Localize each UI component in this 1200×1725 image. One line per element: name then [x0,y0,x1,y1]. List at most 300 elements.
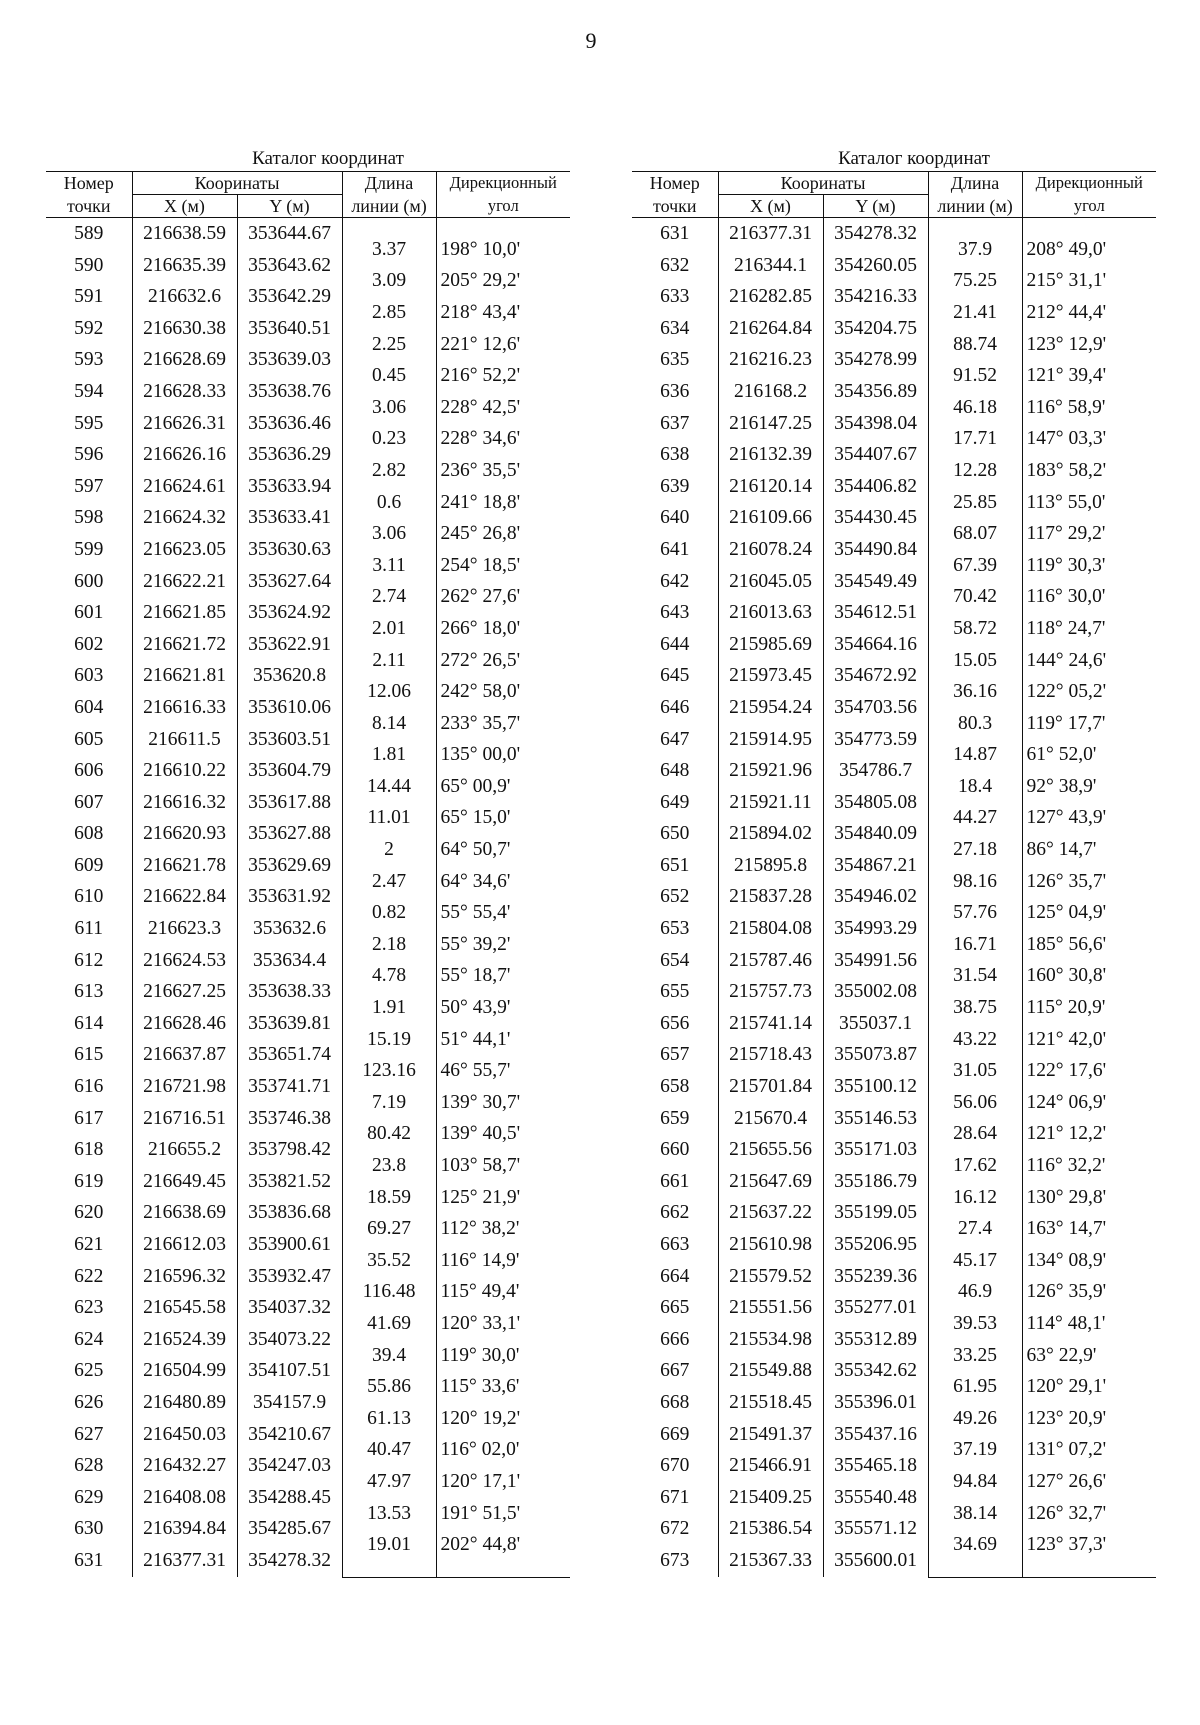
point-number-cell: 666 [632,1324,718,1356]
y-coordinate-cell: 354993.29 [823,913,928,945]
line-length-cell: 2.18 [342,929,436,961]
x-coordinate-cell: 215973.45 [718,660,823,692]
x-coordinate-cell: 216635.39 [132,250,237,282]
direction-angle-cell: 120° 29,1' [1026,1376,1107,1398]
line-length-cell: 98.16 [928,866,1022,898]
point-number-cell: 598 [46,502,132,534]
direction-angle-cell: 183° 58,2' [1026,459,1107,481]
y-coordinate-cell: 354406.82 [823,471,928,503]
header-x: X (м) [132,195,237,218]
direction-angle-cell: 241° 18,8' [440,491,521,513]
direction-angle-cell: 147° 03,3' [1026,428,1107,450]
line-length-cell: 33.25 [928,1340,1022,1372]
direction-angle-cell: 121° 12,2' [1026,1123,1107,1145]
y-coordinate-cell: 355199.05 [823,1197,928,1229]
direction-angle-cell: 117° 29,2' [1026,523,1106,545]
direction-angle-cell: 124° 06,9' [1026,1091,1107,1113]
line-length-cell: 4.78 [342,960,436,992]
line-length-cell: 27.18 [928,834,1022,866]
line-length-cell: 17.62 [928,1150,1022,1182]
point-number-cell: 616 [46,1071,132,1103]
x-coordinate-cell: 216621.85 [132,597,237,629]
x-coordinate-cell: 216147.25 [718,408,823,440]
direction-angle-cell: 65° 00,9' [440,775,511,797]
x-coordinate-cell: 216611.5 [132,724,237,756]
y-coordinate-cell: 353632.6 [237,913,342,945]
line-length-cell: 2 [342,834,436,866]
point-number-cell: 665 [632,1292,718,1324]
y-coordinate-cell: 354786.7 [823,755,928,787]
line-length-cell: 0.23 [342,423,436,455]
y-coordinate-cell: 354278.32 [823,218,928,250]
spacer-cell [1022,218,1156,234]
line-length-cell: 38.14 [928,1498,1022,1530]
y-coordinate-cell: 354549.49 [823,566,928,598]
point-number-cell: 652 [632,881,718,913]
x-coordinate-cell: 216621.78 [132,850,237,882]
y-coordinate-cell: 354278.32 [237,1545,342,1577]
y-coordinate-cell: 353633.94 [237,471,342,503]
point-number-cell: 671 [632,1482,718,1514]
x-coordinate-cell: 216624.32 [132,502,237,534]
y-coordinate-cell: 355002.08 [823,976,928,1008]
point-number-cell: 633 [632,281,718,313]
spacer-cell [928,218,1022,234]
y-coordinate-cell: 354216.33 [823,281,928,313]
y-coordinate-cell: 354664.16 [823,629,928,661]
x-coordinate-cell: 215610.98 [718,1229,823,1261]
point-number-cell: 622 [46,1261,132,1293]
line-length-cell: 67.39 [928,550,1022,582]
line-length-cell: 123.16 [342,1055,436,1087]
direction-angle-cell: 125° 21,9' [440,1186,521,1208]
direction-angle-cell: 103° 58,7' [440,1155,521,1177]
line-length-cell: 38.75 [928,992,1022,1024]
line-length-cell: 12.06 [342,676,436,708]
direction-angle-cell: 64° 50,7' [440,839,511,861]
x-coordinate-cell: 215466.91 [718,1450,823,1482]
line-length-cell: 31.05 [928,1055,1022,1087]
line-length-cell: 47.97 [342,1466,436,1498]
direction-angle-cell: 125° 04,9' [1026,902,1107,924]
direction-angle-cell: 216° 52,2' [440,365,521,387]
x-coordinate-cell: 216408.08 [132,1482,237,1514]
point-number-cell: 605 [46,724,132,756]
y-coordinate-cell: 354430.45 [823,502,928,534]
x-coordinate-cell: 215718.43 [718,1039,823,1071]
point-number-cell: 600 [46,566,132,598]
header-line-length: Длина [342,172,436,195]
direction-angle-cell: 212° 44,4' [1026,301,1107,323]
x-coordinate-cell: 216078.24 [718,534,823,566]
x-coordinate-cell: 216394.84 [132,1513,237,1545]
direction-angle-cell: 160° 30,8' [1026,965,1107,987]
point-number-cell: 631 [46,1545,132,1577]
catalog-table-right [632,171,1156,1578]
direction-angle-cell: 123° 20,9' [1026,1407,1107,1429]
y-coordinate-cell: 355437.16 [823,1419,928,1451]
x-coordinate-cell: 216621.72 [132,629,237,661]
point-number-cell: 634 [632,313,718,345]
point-number-cell: 640 [632,502,718,534]
point-number-cell: 594 [46,376,132,408]
direction-angle-cell: 115° 20,9' [1026,997,1106,1019]
direction-angle-cell: 233° 35,7' [440,712,521,734]
header-point-number-2: точки [632,195,718,218]
x-coordinate-cell: 215757.73 [718,976,823,1008]
direction-angle-cell: 121° 42,0' [1026,1028,1107,1050]
line-length-cell: 0.45 [342,360,436,392]
point-number-cell: 593 [46,344,132,376]
header-point-number: Номер [632,172,718,195]
y-coordinate-cell: 354285.67 [237,1513,342,1545]
y-coordinate-cell: 353627.64 [237,566,342,598]
line-length-cell: 13.53 [342,1498,436,1530]
x-coordinate-cell: 215670.4 [718,1103,823,1135]
point-number-cell: 597 [46,471,132,503]
x-coordinate-cell: 215647.69 [718,1166,823,1198]
x-coordinate-cell: 216649.45 [132,1166,237,1198]
y-coordinate-cell: 353741.71 [237,1071,342,1103]
x-coordinate-cell: 215386.54 [718,1513,823,1545]
direction-angle-cell: 116° 14,9' [440,1249,520,1271]
line-length-cell: 3.11 [342,550,436,582]
direction-angle-cell: 123° 12,9' [1026,333,1107,355]
y-coordinate-cell: 353620.8 [237,660,342,692]
line-length-cell: 56.06 [928,1087,1022,1119]
y-coordinate-cell: 354247.03 [237,1450,342,1482]
x-coordinate-cell: 216616.33 [132,692,237,724]
line-length-cell: 28.64 [928,1118,1022,1150]
direction-angle-cell: 123° 37,3' [1026,1534,1107,1556]
header-point-number-2: точки [46,195,132,218]
line-length-cell: 68.07 [928,518,1022,550]
line-length-cell: 35.52 [342,1245,436,1277]
header-line-length-2: линии (м) [928,195,1022,218]
direction-angle-cell: 55° 55,4' [440,902,511,924]
point-number-cell: 613 [46,976,132,1008]
y-coordinate-cell: 353639.03 [237,344,342,376]
y-coordinate-cell: 355571.12 [823,1513,928,1545]
line-length-cell: 15.19 [342,1024,436,1056]
direction-angle-cell: 55° 18,7' [440,965,511,987]
y-coordinate-cell: 354773.59 [823,724,928,756]
y-coordinate-cell: 353627.88 [237,818,342,850]
line-length-cell: 55.86 [342,1371,436,1403]
line-length-cell: 75.25 [928,265,1022,297]
x-coordinate-cell: 216109.66 [718,502,823,534]
line-length-cell: 2.25 [342,329,436,361]
point-number-cell: 655 [632,976,718,1008]
point-number-cell: 672 [632,1513,718,1545]
direction-angle-cell: 262° 27,6' [440,586,521,608]
point-number-cell: 602 [46,629,132,661]
header-line-length: Длина [928,172,1022,195]
line-length-cell: 80.42 [342,1118,436,1150]
x-coordinate-cell: 215914.95 [718,724,823,756]
point-number-cell: 668 [632,1387,718,1419]
direction-angle-cell: 202° 44,8' [440,1534,521,1556]
catalog-table-left [46,171,570,1578]
point-number-cell: 630 [46,1513,132,1545]
y-coordinate-cell: 353900.61 [237,1229,342,1261]
y-coordinate-cell: 353639.81 [237,1008,342,1040]
point-number-cell: 615 [46,1039,132,1071]
x-coordinate-cell: 216168.2 [718,376,823,408]
line-length-cell: 57.76 [928,897,1022,929]
line-length-cell: 19.01 [342,1529,436,1561]
line-length-cell: 34.69 [928,1529,1022,1561]
x-coordinate-cell: 216637.87 [132,1039,237,1071]
spacer-cell [436,1561,570,1577]
point-number-cell: 595 [46,408,132,440]
direction-angle-cell: 185° 56,6' [1026,933,1107,955]
line-length-cell: 46.9 [928,1276,1022,1308]
direction-angle-cell: 135° 00,0' [440,744,521,766]
x-coordinate-cell: 216623.3 [132,913,237,945]
x-coordinate-cell: 216610.22 [132,755,237,787]
x-coordinate-cell: 216216.23 [718,344,823,376]
y-coordinate-cell: 353640.51 [237,313,342,345]
point-number-cell: 589 [46,218,132,250]
x-coordinate-cell: 216621.81 [132,660,237,692]
x-coordinate-cell: 215534.98 [718,1324,823,1356]
x-coordinate-cell: 216132.39 [718,439,823,471]
point-number-cell: 619 [46,1166,132,1198]
x-coordinate-cell: 215518.45 [718,1387,823,1419]
y-coordinate-cell: 355239.36 [823,1261,928,1293]
line-length-cell: 15.05 [928,645,1022,677]
point-number-cell: 623 [46,1292,132,1324]
x-coordinate-cell: 216344.1 [718,250,823,282]
x-coordinate-cell: 216282.85 [718,281,823,313]
point-number-cell: 612 [46,945,132,977]
direction-angle-cell: 127° 26,6' [1026,1470,1107,1492]
line-length-cell: 116.48 [342,1276,436,1308]
y-coordinate-cell: 353634.4 [237,945,342,977]
y-coordinate-cell: 353636.46 [237,408,342,440]
y-coordinate-cell: 353638.33 [237,976,342,1008]
line-length-cell: 88.74 [928,329,1022,361]
direction-angle-cell: 139° 40,5' [440,1123,521,1145]
line-length-cell: 2.47 [342,866,436,898]
line-length-cell: 46.18 [928,392,1022,424]
direction-angle-cell: 119° 17,7' [1026,712,1106,734]
direction-angle-cell: 228° 42,5' [440,396,521,418]
y-coordinate-cell: 355206.95 [823,1229,928,1261]
line-length-cell: 18.59 [342,1182,436,1214]
direction-angle-cell: 121° 39,4' [1026,365,1107,387]
point-number-cell: 608 [46,818,132,850]
line-length-cell: 12.28 [928,455,1022,487]
direction-angle-cell: 116° 58,9' [1026,396,1106,418]
line-length-cell: 2.74 [342,581,436,613]
direction-angle-cell: 208° 49,0' [1026,238,1107,260]
point-number-cell: 625 [46,1355,132,1387]
y-coordinate-cell: 355171.03 [823,1134,928,1166]
x-coordinate-cell: 216620.93 [132,818,237,850]
point-number-cell: 614 [46,1008,132,1040]
y-coordinate-cell: 353603.51 [237,724,342,756]
point-number-cell: 662 [632,1197,718,1229]
x-coordinate-cell: 215921.11 [718,787,823,819]
x-coordinate-cell: 215787.46 [718,945,823,977]
header-y: Y (м) [823,195,928,218]
x-coordinate-cell: 216626.16 [132,439,237,471]
point-number-cell: 656 [632,1008,718,1040]
point-number-cell: 664 [632,1261,718,1293]
catalog-title: Каталог координат [252,148,404,169]
header-x: X (м) [718,195,823,218]
x-coordinate-cell: 216622.21 [132,566,237,598]
x-coordinate-cell: 215491.37 [718,1419,823,1451]
direction-angle-cell: 86° 14,7' [1026,839,1097,861]
point-number-cell: 617 [46,1103,132,1135]
y-coordinate-cell: 355100.12 [823,1071,928,1103]
point-number-cell: 647 [632,724,718,756]
line-length-cell: 61.95 [928,1371,1022,1403]
point-number-cell: 629 [46,1482,132,1514]
header-direction-angle: Дирекционный [1022,172,1156,195]
line-length-cell: 16.71 [928,929,1022,961]
y-coordinate-cell: 355540.48 [823,1482,928,1514]
x-coordinate-cell: 215741.14 [718,1008,823,1040]
line-length-cell: 80.3 [928,708,1022,740]
point-number-cell: 653 [632,913,718,945]
direction-angle-cell: 65° 15,0' [440,807,511,829]
header-point-number: Номер [46,172,132,195]
x-coordinate-cell: 216623.05 [132,534,237,566]
table-row [632,218,1156,234]
point-number-cell: 660 [632,1134,718,1166]
y-coordinate-cell: 353836.68 [237,1197,342,1229]
y-coordinate-cell: 354260.05 [823,250,928,282]
direction-angle-cell: 55° 39,2' [440,933,511,955]
x-coordinate-cell: 216480.89 [132,1387,237,1419]
x-coordinate-cell: 216628.33 [132,376,237,408]
spacer-cell [342,218,436,234]
point-number-cell: 591 [46,281,132,313]
direction-angle-cell: 114° 48,1' [1026,1312,1106,1334]
y-coordinate-cell: 354073.22 [237,1324,342,1356]
direction-angle-cell: 64° 34,6' [440,870,511,892]
line-length-cell: 91.52 [928,360,1022,392]
point-number-cell: 607 [46,787,132,819]
y-coordinate-cell: 354867.21 [823,850,928,882]
point-number-cell: 644 [632,629,718,661]
y-coordinate-cell: 355342.62 [823,1355,928,1387]
line-length-cell: 41.69 [342,1308,436,1340]
y-coordinate-cell: 354107.51 [237,1355,342,1387]
line-length-cell: 36.16 [928,676,1022,708]
point-number-cell: 610 [46,881,132,913]
direction-angle-cell: 218° 43,4' [440,301,521,323]
catalog-body-right [632,218,1156,1578]
point-number-cell: 646 [632,692,718,724]
x-coordinate-cell: 215409.25 [718,1482,823,1514]
line-length-cell: 18.4 [928,771,1022,803]
x-coordinate-cell: 216628.46 [132,1008,237,1040]
line-length-cell: 14.44 [342,771,436,803]
direction-angle-cell: 134° 08,9' [1026,1249,1107,1271]
direction-angle-cell: 116° 30,0' [1026,586,1106,608]
x-coordinate-cell: 216596.32 [132,1261,237,1293]
point-number-cell: 642 [632,566,718,598]
spacer-cell [1022,1561,1156,1577]
y-coordinate-cell: 354840.09 [823,818,928,850]
line-length-cell: 39.53 [928,1308,1022,1340]
point-number-cell: 632 [632,250,718,282]
point-number-cell: 639 [632,471,718,503]
x-coordinate-cell: 215954.24 [718,692,823,724]
line-length-cell: 44.27 [928,802,1022,834]
direction-angle-cell: 221° 12,6' [440,333,521,355]
x-coordinate-cell: 215367.33 [718,1545,823,1577]
direction-angle-cell: 115° 33,6' [440,1376,520,1398]
point-number-cell: 645 [632,660,718,692]
direction-angle-cell: 116° 02,0' [440,1439,520,1461]
x-coordinate-cell: 215655.56 [718,1134,823,1166]
direction-angle-cell: 113° 55,0' [1026,491,1106,513]
x-coordinate-cell: 216504.99 [132,1355,237,1387]
point-number-cell: 661 [632,1166,718,1198]
y-coordinate-cell: 354288.45 [237,1482,342,1514]
y-coordinate-cell: 353629.69 [237,850,342,882]
coordinate-catalog-left [46,147,570,1578]
direction-angle-cell: 122° 05,2' [1026,681,1107,703]
point-number-cell: 621 [46,1229,132,1261]
point-number-cell: 667 [632,1355,718,1387]
line-length-cell: 37.19 [928,1434,1022,1466]
y-coordinate-cell: 353821.52 [237,1166,342,1198]
header-direction-angle: Дирекционный [436,172,570,195]
direction-angle-cell: 126° 35,9' [1026,1281,1107,1303]
y-coordinate-cell: 353642.29 [237,281,342,313]
direction-angle-cell: 120° 33,1' [440,1312,521,1334]
x-coordinate-cell: 216624.61 [132,471,237,503]
direction-angle-cell: 119° 30,0' [440,1344,520,1366]
y-coordinate-cell: 353610.06 [237,692,342,724]
point-number-cell: 659 [632,1103,718,1135]
point-number-cell: 643 [632,597,718,629]
direction-angle-cell: 51° 44,1' [440,1028,511,1050]
direction-angle-cell: 130° 29,8' [1026,1186,1107,1208]
point-number-cell: 592 [46,313,132,345]
y-coordinate-cell: 353622.91 [237,629,342,661]
x-coordinate-cell: 216655.2 [132,1134,237,1166]
x-coordinate-cell: 216377.31 [718,218,823,250]
point-number-cell: 627 [46,1419,132,1451]
point-number-cell: 641 [632,534,718,566]
y-coordinate-cell: 353630.63 [237,534,342,566]
y-coordinate-cell: 354278.99 [823,344,928,376]
x-coordinate-cell: 216013.63 [718,597,823,629]
point-number-cell: 637 [632,408,718,440]
y-coordinate-cell: 353798.42 [237,1134,342,1166]
direction-angle-cell: 245° 26,8' [440,523,521,545]
x-coordinate-cell: 216630.38 [132,313,237,345]
x-coordinate-cell: 216545.58 [132,1292,237,1324]
x-coordinate-cell: 216638.69 [132,1197,237,1229]
y-coordinate-cell: 355600.01 [823,1545,928,1577]
line-length-cell: 3.37 [342,234,436,266]
line-length-cell: 3.06 [342,518,436,550]
header-line-length-2: линии (м) [342,195,436,218]
point-number-cell: 650 [632,818,718,850]
x-coordinate-cell: 216120.14 [718,471,823,503]
y-coordinate-cell: 354356.89 [823,376,928,408]
direction-angle-cell: 139° 30,7' [440,1091,521,1113]
